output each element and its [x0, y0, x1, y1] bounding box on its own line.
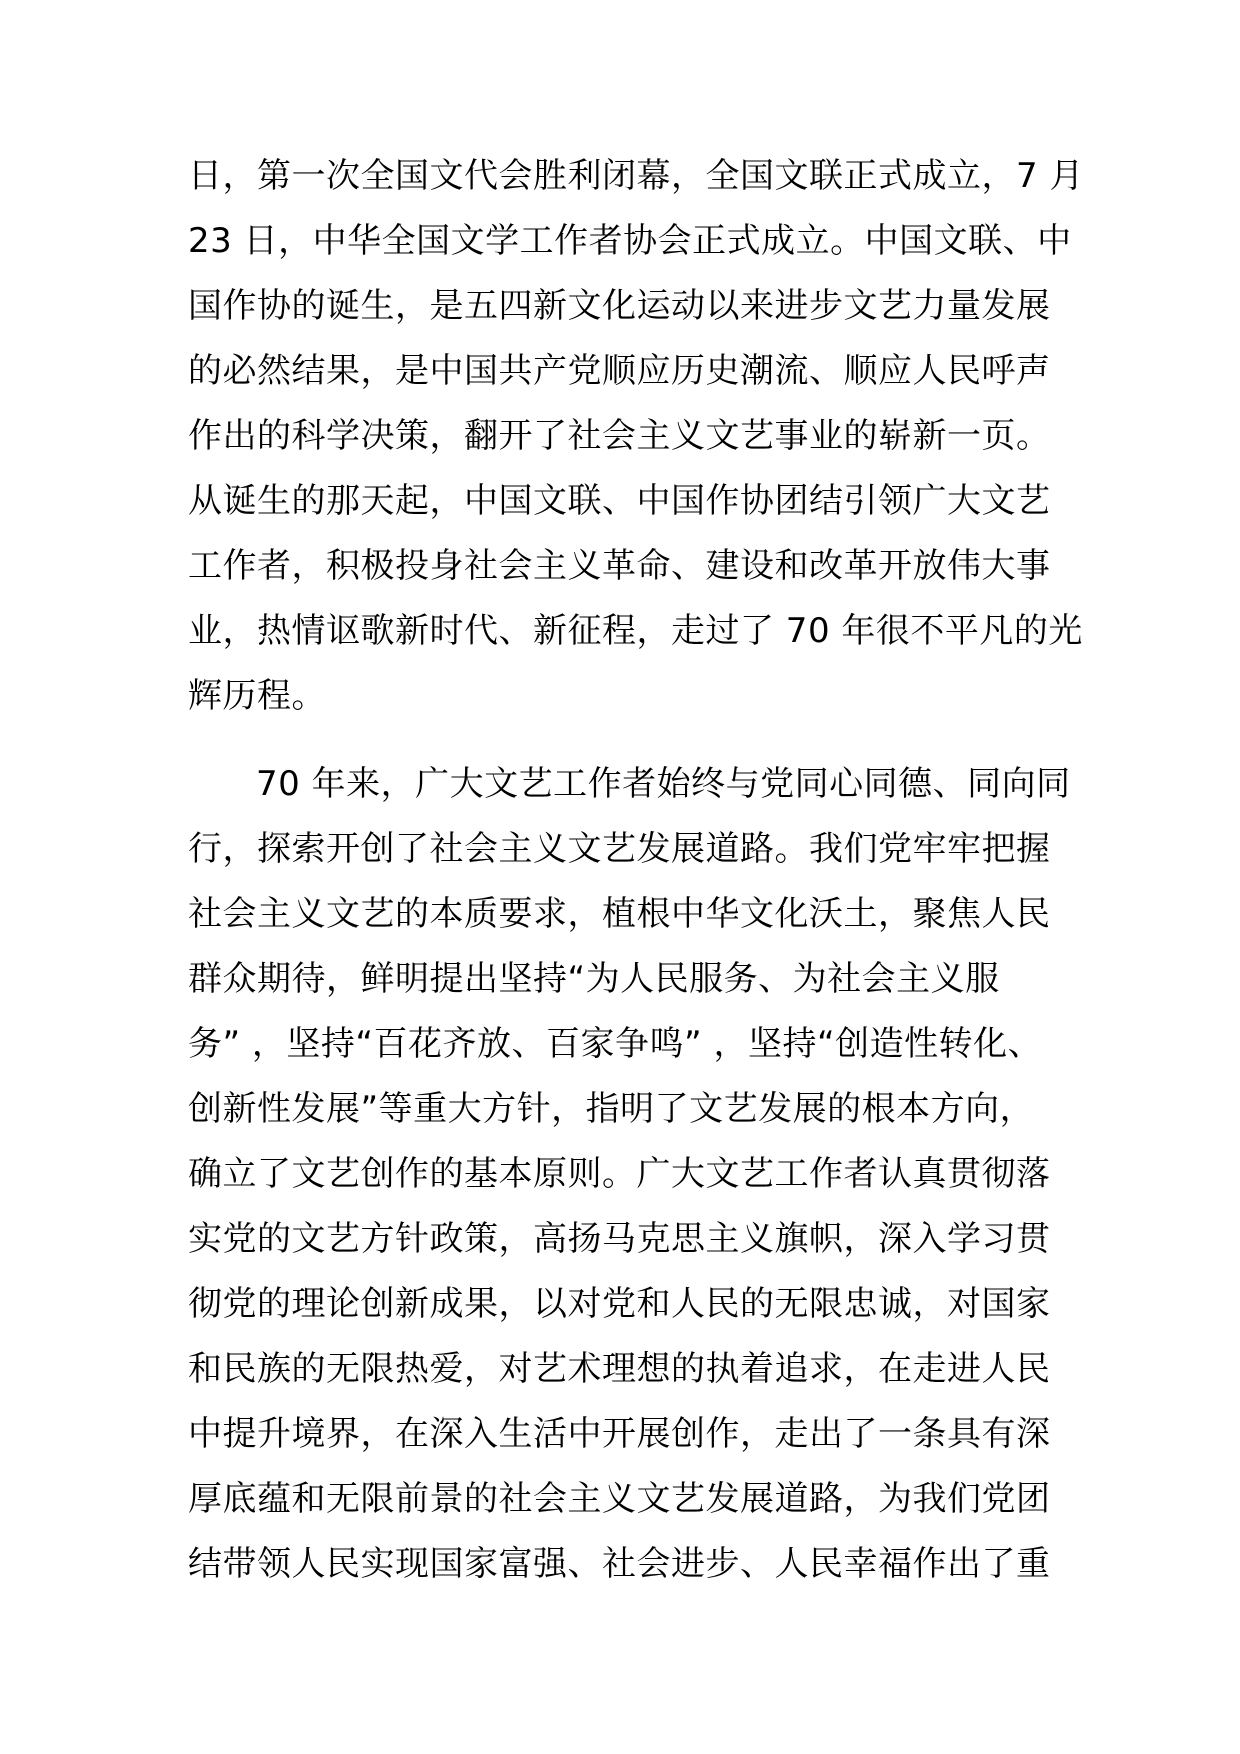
text-line: 工作者，积极投身社会主义革命、建设和改革开放伟大事	[188, 546, 1051, 586]
text-line: 社会主义文艺的本质要求，植根中华文化沃土，聚焦人民	[188, 894, 1051, 934]
text-line: 和民族的无限热爱，对艺术理想的执着追求，在走进人民	[188, 1349, 1051, 1389]
text-line: 确立了文艺创作的基本原则。广大文艺工作者认真贯彻落	[188, 1154, 1051, 1194]
text-line: 行，探索开创了社会主义文艺发展道路。我们党牢牢把握	[188, 829, 1051, 869]
text-line: 国作协的诞生，是五四新文化运动以来进步文艺力量发展	[188, 286, 1051, 326]
text-line: 的必然结果，是中国共产党顺应历史潮流、顺应人民呼声	[188, 351, 1051, 391]
text-line: 业，热情讴歌新时代、新征程，走过了 70 年很不平凡的光	[188, 611, 1083, 651]
text-line: 从诞生的那天起，中国文联、中国作协团结引领广大文艺	[188, 481, 1051, 521]
text-line: 中提升境界，在深入生活中开展创作，走出了一条具有深	[188, 1414, 1051, 1454]
text-line: 彻党的理论创新成果，以对党和人民的无限忠诚，对国家	[188, 1284, 1051, 1324]
text-line: 作出的科学决策，翻开了社会主义文艺事业的崭新一页。	[188, 416, 1051, 456]
text-line: 结带领人民实现国家富强、社会进步、人民幸福作出了重	[188, 1544, 1051, 1584]
text-line: 创新性发展”等重大方针，指明了文艺发展的根本方向，	[188, 1089, 1035, 1129]
text-line: 23 日，中华全国文学工作者协会正式成立。中国文联、中	[188, 221, 1072, 261]
text-line: 日，第一次全国文代会胜利闭幕，全国文联正式成立，7 月	[188, 156, 1084, 196]
text-line: 群众期待，鲜明提出坚持“为人民服务、为社会主义服	[188, 959, 1000, 999]
paragraph-1	[188, 144, 1084, 729]
text-line: 实党的文艺方针政策，高扬马克思主义旗帜，深入学习贯	[188, 1219, 1051, 1259]
text-line: 务” ，坚持“百花齐放、百家争鸣” ，坚持“创造性转化、	[188, 1024, 1043, 1064]
text-line: 厚底蕴和无限前景的社会主义文艺发展道路，为我们党团	[188, 1479, 1051, 1519]
paragraph-2	[188, 752, 1071, 1597]
text-line-indented: 70 年来，广大文艺工作者始终与党同心同德、同向同	[256, 764, 1071, 804]
text-line: 辉历程。	[188, 676, 326, 716]
